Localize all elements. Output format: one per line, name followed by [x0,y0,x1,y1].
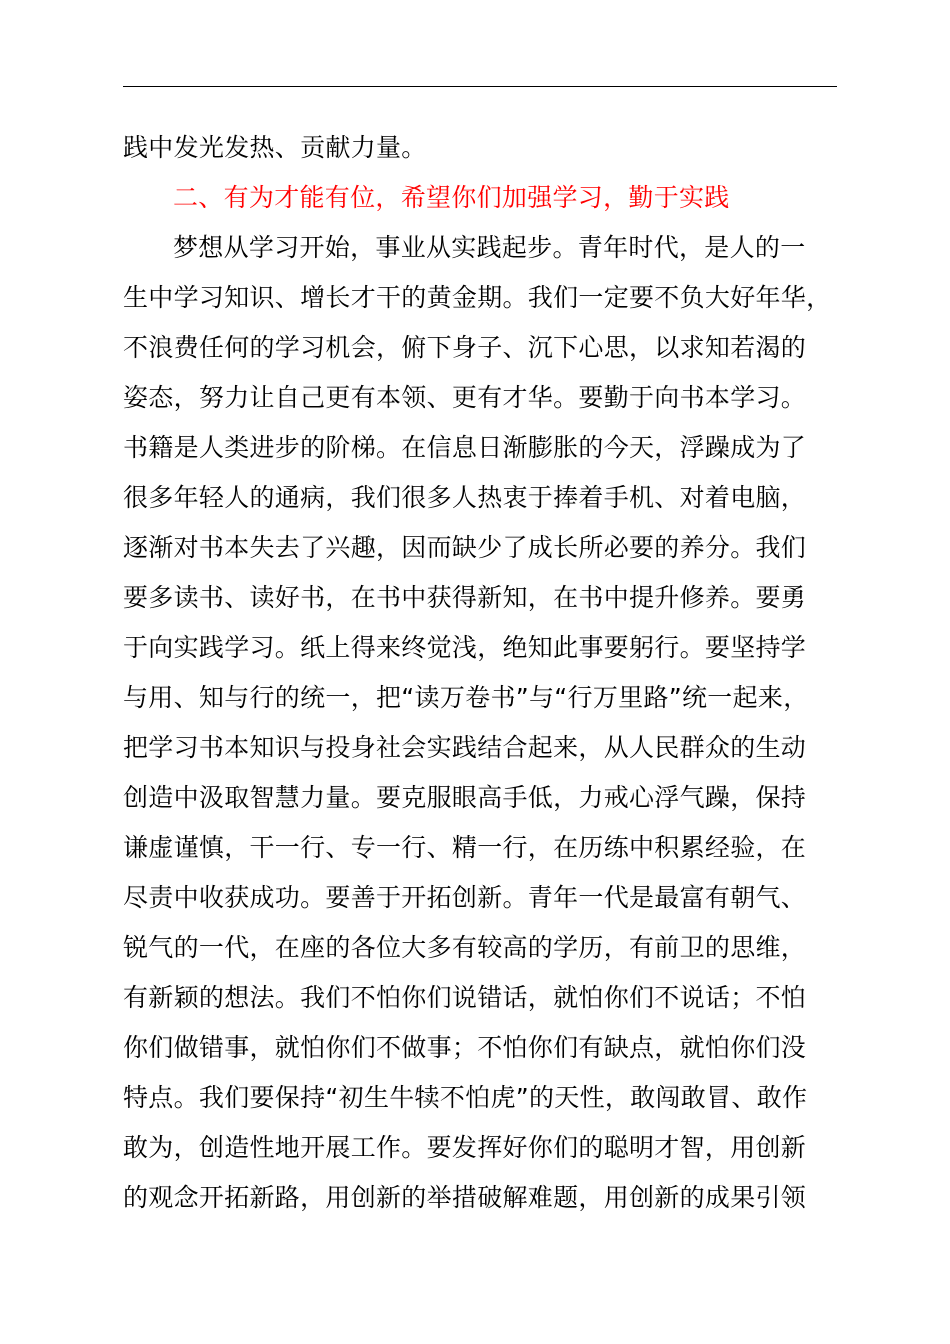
paragraph-line: 尽责中收获成功。要善于开拓创新。青年一代是最富有朝气、 [123,883,807,912]
paragraph-line: 姿态，努力让自己更有本领、更有才华。要勤于向书本学习。 [123,383,807,412]
paragraph-line: 践中发光发热、贡献力量。 [123,133,427,162]
paragraph-line: 创造中汲取智慧力量。要克服眼高手低，力戒心浮气躁，保持 [123,783,807,812]
paragraph-line: 锐气的一代，在座的各位大多有较高的学历，有前卫的思维， [123,933,807,962]
paragraph-line: 敢为，创造性地开展工作。要发挥好你们的聪明才智，用创新 [123,1133,807,1162]
document-body [123,123,843,1223]
paragraph-line: 的观念开拓新路，用创新的举措破解难题，用创新的成果引领 [123,1183,807,1212]
paragraph-line: 特点。我们要保持“初生牛犊不怕虎”的天性，敢闯敢冒、敢作 [123,1083,808,1112]
paragraph-line: 很多年轻人的通病，我们很多人热衷于捧着手机、对着电脑， [123,483,807,512]
paragraph-line: 生中学习知识、增长才干的黄金期。我们一定要不负大好年华， [123,283,832,312]
paragraph-line: 书籍是人类进步的阶梯。在信息日渐膨胀的今天，浮躁成为了 [123,433,807,462]
header-rule [123,86,837,87]
paragraph-line: 于向实践学习。纸上得来终觉浅，绝知此事要躬行。要坚持学 [123,633,807,662]
paragraph-line: 不浪费任何的学习机会，俯下身子、沉下心思，以求知若渴的 [123,333,807,362]
paragraph-line: 你们做错事，就怕你们不做事；不怕你们有缺点，就怕你们没 [123,1033,807,1062]
paragraph-line: 与用、知与行的统一，把“读万卷书”与“行万里路”统一起来， [123,683,809,712]
paragraph-line: 把学习书本知识与投身社会实践结合起来，从人民群众的生动 [123,733,807,762]
section-heading: 二、有为才能有位，希望你们加强学习，勤于实践 [173,183,730,212]
paragraph-line: 逐渐对书本失去了兴趣，因而缺少了成长所必要的养分。我们 [123,533,807,562]
paragraph-line: 梦想从学习开始，事业从实践起步。青年时代，是人的一 [173,233,806,262]
paragraph-line: 要多读书、读好书，在书中获得新知，在书中提升修养。要勇 [123,583,807,612]
paragraph-line: 有新颖的想法。我们不怕你们说错话，就怕你们不说话；不怕 [123,983,807,1012]
paragraph-line: 谦虚谨慎，干一行、专一行、精一行，在历练中积累经验，在 [123,833,807,862]
